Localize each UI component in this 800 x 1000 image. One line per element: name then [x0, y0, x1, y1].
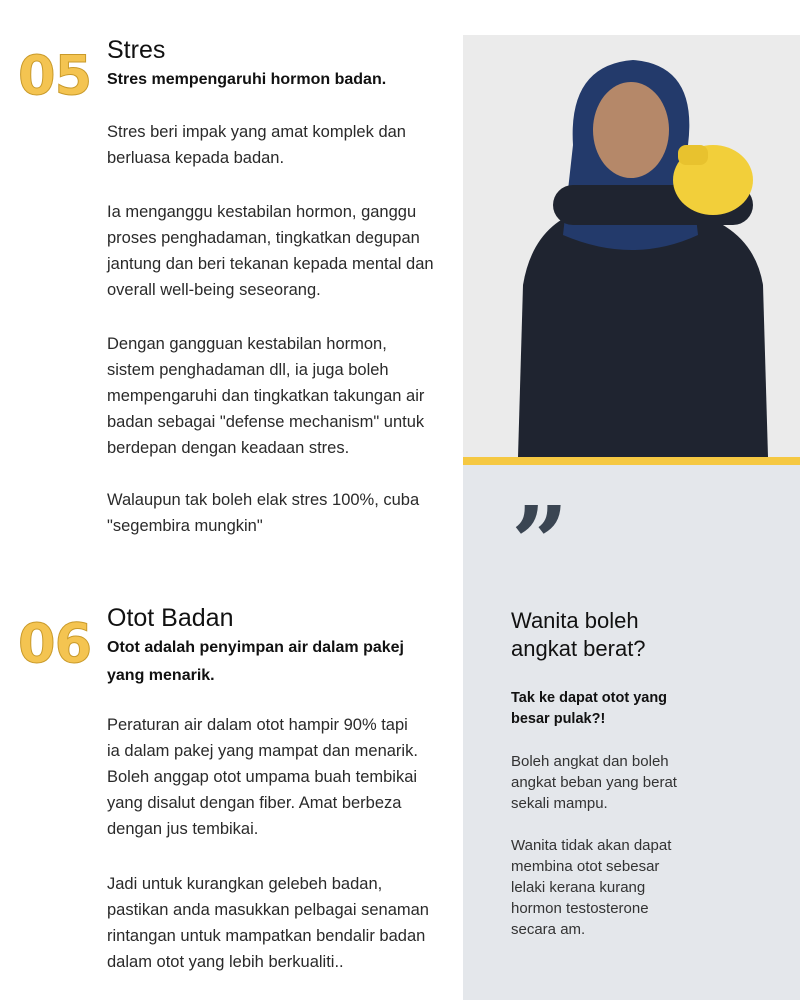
subtitle-line: yang menarik. [107, 667, 215, 684]
line: angkat beban yang berat [511, 774, 677, 791]
line: badan sebagai "defense mechanism" untuk [107, 413, 425, 431]
sidebar-paragraph [511, 751, 677, 814]
section-number: 05 [18, 44, 92, 107]
sidebar-subheading [511, 688, 667, 730]
line: yang disalut dengan fiber. Amat berbeza [107, 794, 402, 812]
line: pastikan anda masukkan pelbagai senaman [107, 901, 429, 919]
line: membina otot sebesar [511, 858, 660, 875]
paragraph [107, 871, 447, 975]
line: dengan jus tembikai. [107, 820, 259, 838]
line: Wanita tidak akan dapat [511, 837, 672, 854]
section-title: Stres [107, 36, 166, 64]
line: sistem penghadaman dll, ia juga boleh [107, 361, 389, 379]
subtitle-line: Stres mempengaruhi hormon badan. [107, 71, 387, 88]
line: overall well-being seseorang. [107, 281, 321, 299]
section-subtitle [107, 634, 404, 690]
line: Boleh angkat dan boleh [511, 753, 669, 770]
section-subtitle [107, 66, 386, 94]
section-title: Otot Badan [107, 604, 234, 632]
line: ia dalam pakej yang mampat dan menarik. [107, 742, 418, 760]
line: Wanita boleh [511, 608, 639, 633]
line: jantung dan beri tekanan kepada mental dan [107, 255, 434, 273]
line: hormon testosterone [511, 900, 649, 917]
line: besar pulak?! [511, 711, 606, 727]
paragraph [107, 119, 447, 171]
line: mempengaruhi dan tingkatkan takungan air [107, 387, 425, 405]
line: Peraturan air dalam otot hampir 90% tapi [107, 716, 408, 734]
line: sekali mampu. [511, 795, 608, 812]
line: lelaki kerana kurang [511, 879, 646, 896]
paragraph [107, 487, 447, 539]
line: "segembira mungkin" [107, 517, 263, 535]
line: Dengan gangguan kestabilan hormon, [107, 335, 387, 353]
line: Tak ke dapat otot yang [511, 690, 668, 706]
line: angkat berat? [511, 636, 646, 661]
paragraph [107, 199, 447, 303]
sidebar-paragraph [511, 835, 671, 940]
line: Boleh anggap otot umpama buah tembikai [107, 768, 418, 786]
line: berdepan dengan keadaan stres. [107, 439, 350, 457]
line: Ia menganggu kestabilan hormon, ganggu [107, 203, 417, 221]
paragraph [107, 712, 447, 842]
paragraph [107, 331, 447, 461]
line: rintangan untuk mampatkan bendalir badan [107, 927, 426, 945]
line: Walaupun tak boleh elak stres 100%, cuba [107, 491, 420, 509]
quote-icon: ” [511, 484, 569, 602]
woman-kettlebell-photo [463, 35, 800, 457]
line: Stres beri impak yang amat komplek dan [107, 123, 406, 141]
line: Jadi untuk kurangkan gelebeh badan, [107, 875, 383, 893]
accent-bar [463, 457, 800, 465]
line: secara am. [511, 921, 586, 938]
photo-illustration [463, 35, 800, 457]
sidebar-heading [511, 607, 646, 663]
sidebar-panel [463, 35, 800, 1000]
line: proses penghadaman, tingkatkan degupan [107, 229, 420, 247]
line: berluasa kepada badan. [107, 149, 285, 167]
section-number: 06 [18, 612, 92, 675]
line: dalam otot yang lebih berkualiti.. [107, 953, 344, 971]
subtitle-line: Otot adalah penyimpan air dalam pakej [107, 639, 404, 656]
